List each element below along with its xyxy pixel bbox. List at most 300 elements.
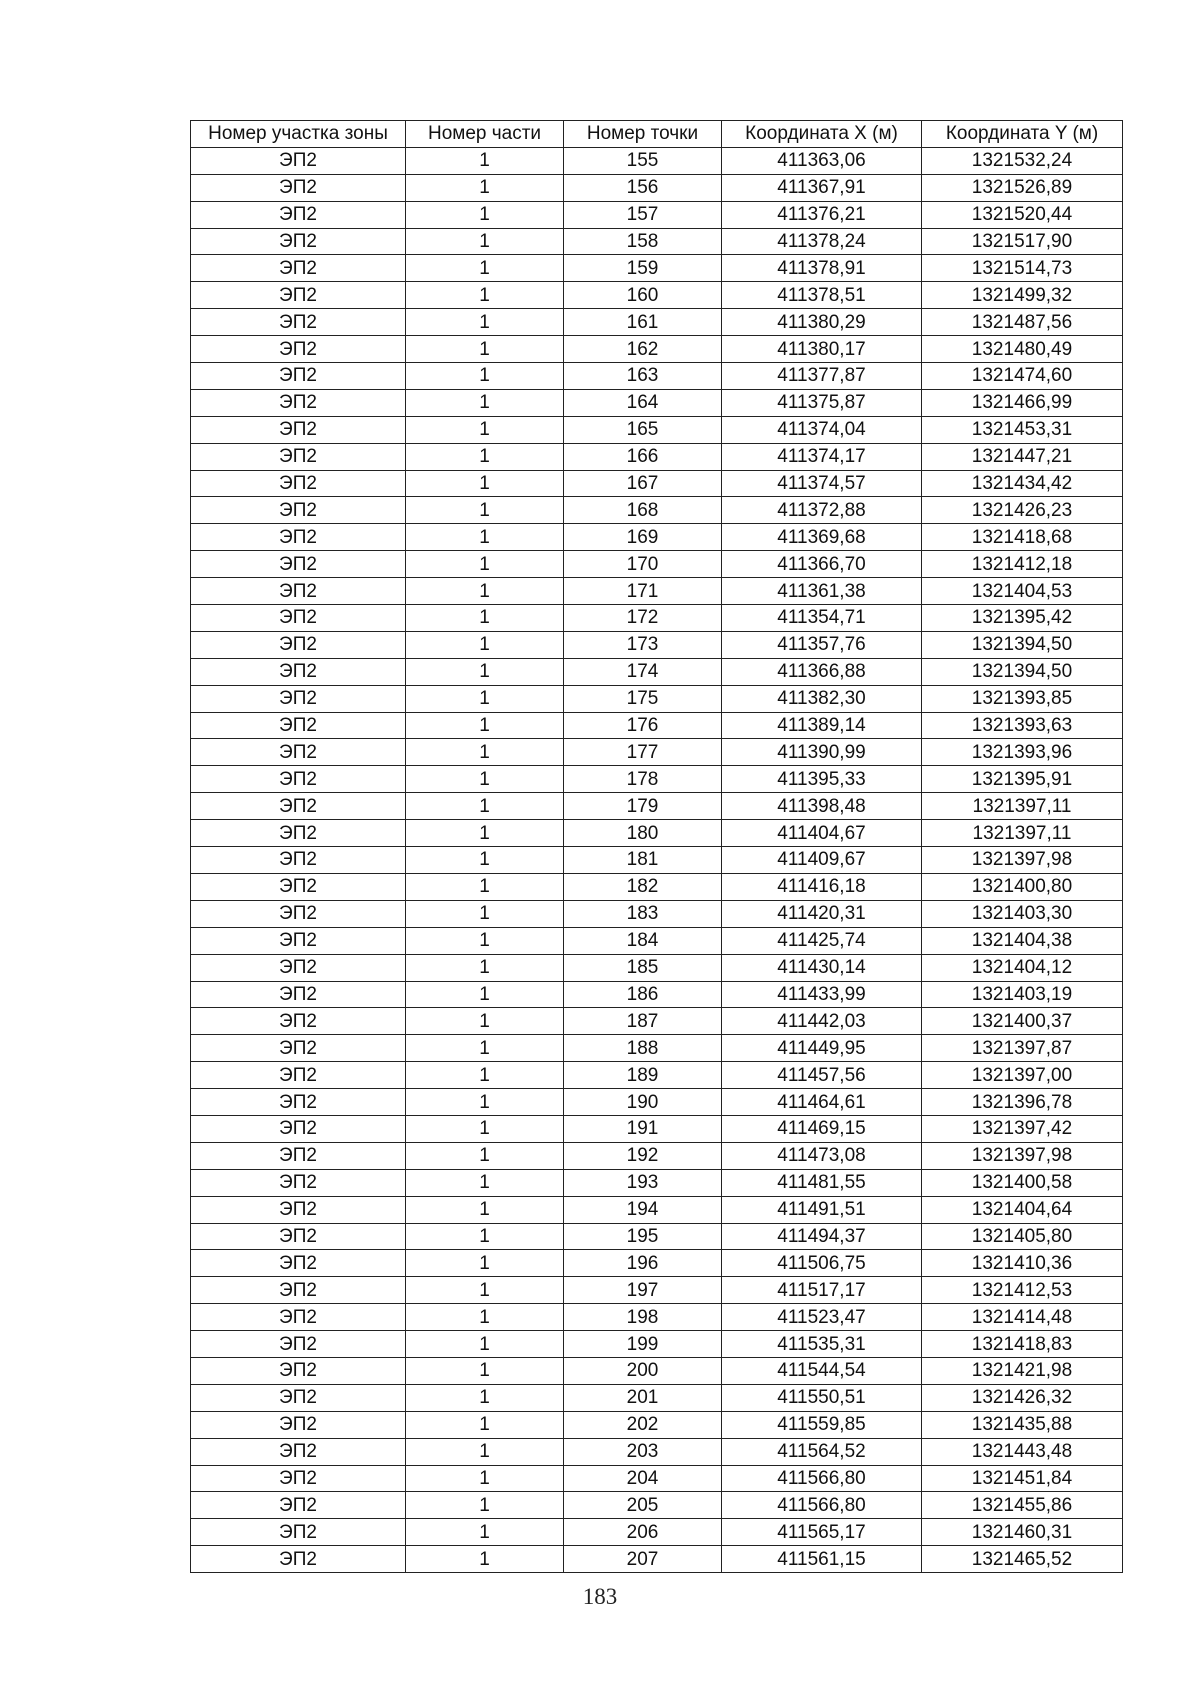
cell-point-number: 197 xyxy=(564,1277,722,1304)
cell-zone-section: ЭП2 xyxy=(191,1035,406,1062)
table-row xyxy=(191,1304,1123,1331)
cell-part-number: 1 xyxy=(406,497,564,524)
cell-part-number: 1 xyxy=(406,739,564,766)
header-coordinate-y: Координата Y (м) xyxy=(922,121,1123,148)
cell-part-number: 1 xyxy=(406,1304,564,1331)
cell-point-number: 161 xyxy=(564,309,722,336)
cell-part-number: 1 xyxy=(406,981,564,1008)
cell-coordinate-x: 411395,33 xyxy=(722,766,922,793)
cell-point-number: 168 xyxy=(564,497,722,524)
cell-point-number: 198 xyxy=(564,1304,722,1331)
table-row xyxy=(191,605,1123,632)
cell-coordinate-x: 411398,48 xyxy=(722,793,922,820)
cell-part-number: 1 xyxy=(406,1115,564,1142)
table-header xyxy=(191,121,1123,148)
cell-coordinate-y: 1321404,53 xyxy=(922,578,1123,605)
table-row xyxy=(191,1196,1123,1223)
cell-point-number: 207 xyxy=(564,1546,722,1573)
table-row xyxy=(191,1142,1123,1169)
table-row xyxy=(191,416,1123,443)
cell-coordinate-y: 1321487,56 xyxy=(922,309,1123,336)
cell-zone-section: ЭП2 xyxy=(191,1384,406,1411)
cell-point-number: 192 xyxy=(564,1142,722,1169)
cell-coordinate-y: 1321418,83 xyxy=(922,1331,1123,1358)
coordinates-table xyxy=(190,120,1123,1573)
cell-coordinate-x: 411425,74 xyxy=(722,927,922,954)
table-row xyxy=(191,470,1123,497)
table-row xyxy=(191,1411,1123,1438)
cell-zone-section: ЭП2 xyxy=(191,1304,406,1331)
cell-point-number: 163 xyxy=(564,363,722,390)
cell-coordinate-y: 1321517,90 xyxy=(922,228,1123,255)
cell-coordinate-x: 411357,76 xyxy=(722,631,922,658)
table-row xyxy=(191,1277,1123,1304)
cell-coordinate-x: 411382,30 xyxy=(722,685,922,712)
table-row xyxy=(191,389,1123,416)
cell-zone-section: ЭП2 xyxy=(191,1465,406,1492)
cell-coordinate-y: 1321526,89 xyxy=(922,174,1123,201)
cell-coordinate-x: 411363,06 xyxy=(722,147,922,174)
table-row xyxy=(191,1357,1123,1384)
cell-zone-section: ЭП2 xyxy=(191,820,406,847)
cell-coordinate-y: 1321400,80 xyxy=(922,873,1123,900)
cell-part-number: 1 xyxy=(406,1277,564,1304)
cell-part-number: 1 xyxy=(406,470,564,497)
cell-coordinate-x: 411550,51 xyxy=(722,1384,922,1411)
cell-coordinate-y: 1321403,19 xyxy=(922,981,1123,1008)
cell-zone-section: ЭП2 xyxy=(191,201,406,228)
cell-point-number: 166 xyxy=(564,443,722,470)
cell-zone-section: ЭП2 xyxy=(191,1062,406,1089)
table-row xyxy=(191,1008,1123,1035)
cell-point-number: 189 xyxy=(564,1062,722,1089)
cell-zone-section: ЭП2 xyxy=(191,739,406,766)
cell-point-number: 167 xyxy=(564,470,722,497)
cell-coordinate-y: 1321443,48 xyxy=(922,1438,1123,1465)
cell-coordinate-x: 411535,31 xyxy=(722,1331,922,1358)
cell-part-number: 1 xyxy=(406,363,564,390)
cell-coordinate-y: 1321404,64 xyxy=(922,1196,1123,1223)
cell-coordinate-y: 1321532,24 xyxy=(922,147,1123,174)
cell-part-number: 1 xyxy=(406,578,564,605)
cell-point-number: 194 xyxy=(564,1196,722,1223)
cell-coordinate-x: 411561,15 xyxy=(722,1546,922,1573)
cell-part-number: 1 xyxy=(406,766,564,793)
cell-coordinate-y: 1321499,32 xyxy=(922,282,1123,309)
cell-coordinate-x: 411457,56 xyxy=(722,1062,922,1089)
cell-zone-section: ЭП2 xyxy=(191,551,406,578)
header-zone-section: Номер участка зоны xyxy=(191,121,406,148)
cell-zone-section: ЭП2 xyxy=(191,443,406,470)
cell-coordinate-x: 411442,03 xyxy=(722,1008,922,1035)
cell-point-number: 191 xyxy=(564,1115,722,1142)
cell-coordinate-x: 411375,87 xyxy=(722,389,922,416)
cell-coordinate-y: 1321397,98 xyxy=(922,847,1123,874)
cell-zone-section: ЭП2 xyxy=(191,1089,406,1116)
cell-part-number: 1 xyxy=(406,1196,564,1223)
cell-part-number: 1 xyxy=(406,712,564,739)
cell-coordinate-x: 411380,29 xyxy=(722,309,922,336)
cell-coordinate-x: 411378,91 xyxy=(722,255,922,282)
table-row xyxy=(191,631,1123,658)
cell-zone-section: ЭП2 xyxy=(191,1331,406,1358)
table-row xyxy=(191,739,1123,766)
cell-coordinate-x: 411404,67 xyxy=(722,820,922,847)
cell-point-number: 203 xyxy=(564,1438,722,1465)
table-row xyxy=(191,658,1123,685)
cell-point-number: 188 xyxy=(564,1035,722,1062)
table-row xyxy=(191,981,1123,1008)
cell-point-number: 180 xyxy=(564,820,722,847)
cell-point-number: 205 xyxy=(564,1492,722,1519)
cell-zone-section: ЭП2 xyxy=(191,981,406,1008)
cell-point-number: 187 xyxy=(564,1008,722,1035)
cell-point-number: 170 xyxy=(564,551,722,578)
cell-point-number: 179 xyxy=(564,793,722,820)
cell-point-number: 206 xyxy=(564,1519,722,1546)
cell-coordinate-y: 1321412,53 xyxy=(922,1277,1123,1304)
cell-zone-section: ЭП2 xyxy=(191,1115,406,1142)
table-row xyxy=(191,363,1123,390)
cell-part-number: 1 xyxy=(406,147,564,174)
cell-part-number: 1 xyxy=(406,954,564,981)
cell-coordinate-x: 411409,67 xyxy=(722,847,922,874)
cell-coordinate-y: 1321394,50 xyxy=(922,631,1123,658)
cell-coordinate-y: 1321397,87 xyxy=(922,1035,1123,1062)
cell-coordinate-y: 1321405,80 xyxy=(922,1223,1123,1250)
table-row xyxy=(191,685,1123,712)
cell-point-number: 196 xyxy=(564,1250,722,1277)
cell-part-number: 1 xyxy=(406,255,564,282)
cell-coordinate-y: 1321474,60 xyxy=(922,363,1123,390)
cell-coordinate-x: 411374,57 xyxy=(722,470,922,497)
cell-coordinate-y: 1321400,58 xyxy=(922,1169,1123,1196)
cell-coordinate-x: 411559,85 xyxy=(722,1411,922,1438)
cell-coordinate-x: 411378,51 xyxy=(722,282,922,309)
cell-point-number: 169 xyxy=(564,524,722,551)
cell-coordinate-y: 1321397,00 xyxy=(922,1062,1123,1089)
cell-coordinate-y: 1321394,50 xyxy=(922,658,1123,685)
cell-coordinate-x: 411566,80 xyxy=(722,1492,922,1519)
cell-point-number: 165 xyxy=(564,416,722,443)
cell-point-number: 172 xyxy=(564,605,722,632)
cell-coordinate-y: 1321465,52 xyxy=(922,1546,1123,1573)
header-row xyxy=(191,121,1123,148)
cell-part-number: 1 xyxy=(406,631,564,658)
cell-part-number: 1 xyxy=(406,1250,564,1277)
cell-part-number: 1 xyxy=(406,1223,564,1250)
cell-point-number: 199 xyxy=(564,1331,722,1358)
cell-point-number: 177 xyxy=(564,739,722,766)
cell-coordinate-y: 1321397,42 xyxy=(922,1115,1123,1142)
cell-coordinate-x: 411491,51 xyxy=(722,1196,922,1223)
table-row xyxy=(191,1169,1123,1196)
table-row xyxy=(191,255,1123,282)
cell-point-number: 195 xyxy=(564,1223,722,1250)
table-row xyxy=(191,1223,1123,1250)
cell-coordinate-x: 411544,54 xyxy=(722,1357,922,1384)
cell-part-number: 1 xyxy=(406,443,564,470)
cell-coordinate-x: 411372,88 xyxy=(722,497,922,524)
cell-coordinate-y: 1321480,49 xyxy=(922,336,1123,363)
cell-zone-section: ЭП2 xyxy=(191,255,406,282)
cell-zone-section: ЭП2 xyxy=(191,228,406,255)
cell-zone-section: ЭП2 xyxy=(191,847,406,874)
cell-part-number: 1 xyxy=(406,336,564,363)
cell-point-number: 173 xyxy=(564,631,722,658)
cell-coordinate-x: 411367,91 xyxy=(722,174,922,201)
cell-zone-section: ЭП2 xyxy=(191,1169,406,1196)
cell-part-number: 1 xyxy=(406,282,564,309)
cell-part-number: 1 xyxy=(406,416,564,443)
cell-coordinate-x: 411420,31 xyxy=(722,900,922,927)
cell-zone-section: ЭП2 xyxy=(191,336,406,363)
table-row xyxy=(191,954,1123,981)
cell-point-number: 183 xyxy=(564,900,722,927)
cell-coordinate-x: 411389,14 xyxy=(722,712,922,739)
cell-coordinate-y: 1321404,38 xyxy=(922,927,1123,954)
table-row xyxy=(191,1035,1123,1062)
table-row xyxy=(191,282,1123,309)
table-row xyxy=(191,578,1123,605)
cell-coordinate-y: 1321395,42 xyxy=(922,605,1123,632)
table-row xyxy=(191,1546,1123,1573)
cell-part-number: 1 xyxy=(406,1357,564,1384)
table-row xyxy=(191,1492,1123,1519)
cell-coordinate-y: 1321455,86 xyxy=(922,1492,1123,1519)
cell-part-number: 1 xyxy=(406,1384,564,1411)
cell-coordinate-x: 411473,08 xyxy=(722,1142,922,1169)
cell-part-number: 1 xyxy=(406,900,564,927)
cell-point-number: 204 xyxy=(564,1465,722,1492)
cell-coordinate-y: 1321514,73 xyxy=(922,255,1123,282)
cell-part-number: 1 xyxy=(406,847,564,874)
cell-part-number: 1 xyxy=(406,1169,564,1196)
cell-zone-section: ЭП2 xyxy=(191,1492,406,1519)
cell-part-number: 1 xyxy=(406,309,564,336)
cell-zone-section: ЭП2 xyxy=(191,900,406,927)
cell-part-number: 1 xyxy=(406,1546,564,1573)
cell-coordinate-x: 411378,24 xyxy=(722,228,922,255)
cell-coordinate-x: 411374,17 xyxy=(722,443,922,470)
cell-zone-section: ЭП2 xyxy=(191,147,406,174)
table-row xyxy=(191,551,1123,578)
cell-coordinate-x: 411506,75 xyxy=(722,1250,922,1277)
table-row xyxy=(191,1089,1123,1116)
cell-part-number: 1 xyxy=(406,1089,564,1116)
cell-point-number: 158 xyxy=(564,228,722,255)
cell-point-number: 185 xyxy=(564,954,722,981)
cell-zone-section: ЭП2 xyxy=(191,524,406,551)
cell-part-number: 1 xyxy=(406,1062,564,1089)
cell-coordinate-y: 1321421,98 xyxy=(922,1357,1123,1384)
table-row xyxy=(191,927,1123,954)
cell-point-number: 176 xyxy=(564,712,722,739)
table-row xyxy=(191,1062,1123,1089)
cell-zone-section: ЭП2 xyxy=(191,1142,406,1169)
cell-point-number: 157 xyxy=(564,201,722,228)
cell-point-number: 164 xyxy=(564,389,722,416)
table-row xyxy=(191,443,1123,470)
cell-zone-section: ЭП2 xyxy=(191,712,406,739)
cell-coordinate-y: 1321397,11 xyxy=(922,793,1123,820)
cell-zone-section: ЭП2 xyxy=(191,470,406,497)
cell-coordinate-x: 411354,71 xyxy=(722,605,922,632)
cell-zone-section: ЭП2 xyxy=(191,282,406,309)
cell-coordinate-y: 1321393,85 xyxy=(922,685,1123,712)
page-number: 183 xyxy=(582,1584,618,1609)
cell-point-number: 184 xyxy=(564,927,722,954)
cell-coordinate-x: 411430,14 xyxy=(722,954,922,981)
cell-coordinate-x: 411374,04 xyxy=(722,416,922,443)
cell-part-number: 1 xyxy=(406,658,564,685)
cell-zone-section: ЭП2 xyxy=(191,631,406,658)
cell-zone-section: ЭП2 xyxy=(191,497,406,524)
table-row xyxy=(191,820,1123,847)
cell-coordinate-x: 411377,87 xyxy=(722,363,922,390)
cell-coordinate-x: 411449,95 xyxy=(722,1035,922,1062)
header-part-number: Номер части xyxy=(406,121,564,148)
cell-point-number: 175 xyxy=(564,685,722,712)
table-row xyxy=(191,847,1123,874)
cell-point-number: 193 xyxy=(564,1169,722,1196)
cell-coordinate-y: 1321453,31 xyxy=(922,416,1123,443)
cell-coordinate-y: 1321414,48 xyxy=(922,1304,1123,1331)
cell-point-number: 174 xyxy=(564,658,722,685)
table-row xyxy=(191,1465,1123,1492)
cell-part-number: 1 xyxy=(406,1438,564,1465)
table-row xyxy=(191,712,1123,739)
cell-coordinate-x: 411469,15 xyxy=(722,1115,922,1142)
cell-coordinate-y: 1321403,30 xyxy=(922,900,1123,927)
table-body xyxy=(191,147,1123,1572)
cell-part-number: 1 xyxy=(406,1008,564,1035)
cell-point-number: 190 xyxy=(564,1089,722,1116)
cell-point-number: 171 xyxy=(564,578,722,605)
cell-point-number: 162 xyxy=(564,336,722,363)
cell-coordinate-y: 1321410,36 xyxy=(922,1250,1123,1277)
cell-zone-section: ЭП2 xyxy=(191,1546,406,1573)
cell-part-number: 1 xyxy=(406,605,564,632)
cell-coordinate-x: 411565,17 xyxy=(722,1519,922,1546)
cell-coordinate-y: 1321466,99 xyxy=(922,389,1123,416)
table-row xyxy=(191,1519,1123,1546)
cell-part-number: 1 xyxy=(406,820,564,847)
cell-point-number: 155 xyxy=(564,147,722,174)
cell-coordinate-x: 411366,88 xyxy=(722,658,922,685)
cell-point-number: 186 xyxy=(564,981,722,1008)
cell-coordinate-x: 411564,52 xyxy=(722,1438,922,1465)
cell-zone-section: ЭП2 xyxy=(191,416,406,443)
cell-part-number: 1 xyxy=(406,174,564,201)
cell-coordinate-y: 1321434,42 xyxy=(922,470,1123,497)
cell-point-number: 182 xyxy=(564,873,722,900)
cell-coordinate-y: 1321451,84 xyxy=(922,1465,1123,1492)
cell-part-number: 1 xyxy=(406,1411,564,1438)
cell-zone-section: ЭП2 xyxy=(191,873,406,900)
cell-coordinate-x: 411376,21 xyxy=(722,201,922,228)
cell-coordinate-y: 1321397,98 xyxy=(922,1142,1123,1169)
cell-coordinate-x: 411433,99 xyxy=(722,981,922,1008)
cell-zone-section: ЭП2 xyxy=(191,578,406,605)
cell-zone-section: ЭП2 xyxy=(191,389,406,416)
table-row xyxy=(191,793,1123,820)
table-row xyxy=(191,900,1123,927)
cell-zone-section: ЭП2 xyxy=(191,927,406,954)
cell-point-number: 159 xyxy=(564,255,722,282)
cell-coordinate-x: 411361,38 xyxy=(722,578,922,605)
cell-part-number: 1 xyxy=(406,524,564,551)
cell-part-number: 1 xyxy=(406,1142,564,1169)
cell-point-number: 181 xyxy=(564,847,722,874)
table-row xyxy=(191,309,1123,336)
table-row xyxy=(191,201,1123,228)
cell-coordinate-x: 411566,80 xyxy=(722,1465,922,1492)
cell-part-number: 1 xyxy=(406,1519,564,1546)
cell-coordinate-y: 1321418,68 xyxy=(922,524,1123,551)
cell-part-number: 1 xyxy=(406,685,564,712)
cell-part-number: 1 xyxy=(406,201,564,228)
cell-zone-section: ЭП2 xyxy=(191,685,406,712)
cell-point-number: 201 xyxy=(564,1384,722,1411)
cell-coordinate-y: 1321400,37 xyxy=(922,1008,1123,1035)
cell-part-number: 1 xyxy=(406,927,564,954)
cell-part-number: 1 xyxy=(406,873,564,900)
cell-coordinate-x: 411390,99 xyxy=(722,739,922,766)
cell-part-number: 1 xyxy=(406,793,564,820)
table-row xyxy=(191,1438,1123,1465)
cell-coordinate-x: 411481,55 xyxy=(722,1169,922,1196)
cell-point-number: 156 xyxy=(564,174,722,201)
header-coordinate-x: Координата X (м) xyxy=(722,121,922,148)
table-row xyxy=(191,1250,1123,1277)
cell-zone-section: ЭП2 xyxy=(191,1519,406,1546)
cell-zone-section: ЭП2 xyxy=(191,1357,406,1384)
cell-zone-section: ЭП2 xyxy=(191,1250,406,1277)
cell-part-number: 1 xyxy=(406,1331,564,1358)
cell-zone-section: ЭП2 xyxy=(191,766,406,793)
cell-coordinate-y: 1321395,91 xyxy=(922,766,1123,793)
cell-coordinate-y: 1321397,11 xyxy=(922,820,1123,847)
cell-part-number: 1 xyxy=(406,389,564,416)
table-row xyxy=(191,766,1123,793)
cell-zone-section: ЭП2 xyxy=(191,1223,406,1250)
cell-zone-section: ЭП2 xyxy=(191,954,406,981)
cell-part-number: 1 xyxy=(406,551,564,578)
table-row xyxy=(191,336,1123,363)
cell-zone-section: ЭП2 xyxy=(191,605,406,632)
cell-zone-section: ЭП2 xyxy=(191,309,406,336)
cell-coordinate-x: 411369,68 xyxy=(722,524,922,551)
table-row xyxy=(191,147,1123,174)
cell-zone-section: ЭП2 xyxy=(191,1411,406,1438)
table-row xyxy=(191,1331,1123,1358)
cell-coordinate-y: 1321404,12 xyxy=(922,954,1123,981)
cell-point-number: 178 xyxy=(564,766,722,793)
cell-zone-section: ЭП2 xyxy=(191,363,406,390)
table-row xyxy=(191,1115,1123,1142)
cell-coordinate-x: 411523,47 xyxy=(722,1304,922,1331)
cell-coordinate-y: 1321393,63 xyxy=(922,712,1123,739)
cell-coordinate-x: 411416,18 xyxy=(722,873,922,900)
cell-coordinate-y: 1321426,32 xyxy=(922,1384,1123,1411)
cell-zone-section: ЭП2 xyxy=(191,1196,406,1223)
cell-coordinate-y: 1321520,44 xyxy=(922,201,1123,228)
cell-coordinate-y: 1321435,88 xyxy=(922,1411,1123,1438)
cell-zone-section: ЭП2 xyxy=(191,1277,406,1304)
cell-part-number: 1 xyxy=(406,1465,564,1492)
cell-zone-section: ЭП2 xyxy=(191,793,406,820)
